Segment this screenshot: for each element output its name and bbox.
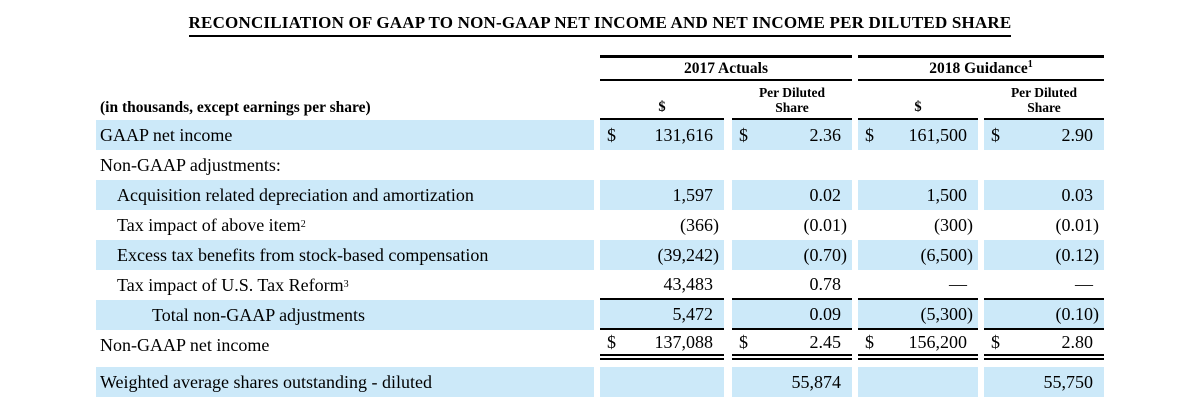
reconciliation-table xyxy=(96,55,1104,397)
cell-value: (0.10) xyxy=(1055,303,1099,324)
row-label: Non-GAAP net income xyxy=(100,334,270,355)
cell-value: (300) xyxy=(934,214,973,235)
value-cell-2017-per-share xyxy=(732,330,852,360)
cell-value: — xyxy=(949,273,967,294)
value-cell-2017-dollar xyxy=(600,150,724,180)
footnote-marker: 1 xyxy=(1027,58,1033,70)
value-cell-2017-per-share xyxy=(732,240,852,270)
currency-symbol: $ xyxy=(607,124,616,145)
table-row xyxy=(96,300,1104,330)
page-title: RECONCILIATION OF GAAP TO NON-GAAP NET INCOME AND NET INCOME PER DILUTED SHARE xyxy=(189,13,1012,37)
row-label-cell xyxy=(96,330,594,360)
cell-value: 131,616 xyxy=(654,124,713,145)
table-row xyxy=(96,210,1104,240)
row-label-cell xyxy=(96,300,594,330)
cell-value: 161,500 xyxy=(908,124,967,145)
row-label: GAAP net income xyxy=(100,124,233,145)
value-cell-2018-per-share xyxy=(984,120,1104,150)
row-spacer xyxy=(96,360,1104,367)
value-cell-2018-per-share xyxy=(984,210,1104,240)
value-cell-2017-dollar xyxy=(600,240,724,270)
value-cell-2018-dollar xyxy=(858,210,978,240)
value-cell-2018-per-share xyxy=(984,240,1104,270)
cell-value: 2.80 xyxy=(1061,331,1093,352)
row-label-cell xyxy=(96,367,594,397)
value-cell-2018-dollar xyxy=(858,180,978,210)
cell-value: 0.09 xyxy=(809,303,841,324)
row-label: Acquisition related depreciation and amortization xyxy=(117,184,474,205)
row-label: Tax impact of U.S. Tax Reform xyxy=(117,274,344,295)
value-cell-2017-dollar xyxy=(600,210,724,240)
cell-value: (0.70) xyxy=(803,244,847,265)
column-header-2018-per-diluted-share: Per Diluted Share xyxy=(984,81,1104,120)
row-label: Total non-GAAP adjustments xyxy=(152,304,366,325)
units-note: (in thousands, except earnings per share) xyxy=(100,99,371,116)
table-row xyxy=(96,120,1104,150)
value-cell-2018-dollar xyxy=(858,270,978,300)
row-label: Non-GAAP adjustments: xyxy=(100,154,281,175)
value-cell-2017-per-share xyxy=(732,300,852,330)
value-cell-2018-per-share xyxy=(984,180,1104,210)
cell-value: 1,500 xyxy=(926,184,967,205)
value-cell-2017-dollar xyxy=(600,180,724,210)
row-label-cell xyxy=(96,180,594,210)
currency-symbol: $ xyxy=(865,124,874,145)
cell-value: 5,472 xyxy=(672,303,713,324)
row-label: Weighted average shares outstanding - diluted xyxy=(100,371,432,392)
column-header-2017-per-diluted-share: Per Diluted Share xyxy=(732,81,852,120)
value-cell-2017-per-share xyxy=(732,120,852,150)
column-group-label: 2018 Guidance xyxy=(929,60,1028,77)
cell-value: 2.90 xyxy=(1061,124,1093,145)
currency-symbol: $ xyxy=(739,331,748,352)
value-cell-2017-dollar xyxy=(600,300,724,330)
table-row xyxy=(96,367,1104,397)
value-cell-2018-per-share xyxy=(984,330,1104,360)
cell-value: 55,874 xyxy=(791,371,841,392)
value-cell-2018-dollar xyxy=(858,300,978,330)
value-cell-2017-per-share xyxy=(732,210,852,240)
value-cell-2018-per-share xyxy=(984,367,1104,397)
column-group-2017-actuals xyxy=(600,55,852,81)
currency-symbol: $ xyxy=(607,331,616,352)
title-row xyxy=(0,0,1200,35)
value-cell-2017-dollar xyxy=(600,367,724,397)
cell-value: 1,597 xyxy=(672,184,713,205)
cell-value: 0.02 xyxy=(809,184,841,205)
value-cell-2018-per-share xyxy=(984,300,1104,330)
cell-value: 2.36 xyxy=(809,124,841,145)
row-label: Tax impact of above item xyxy=(117,214,301,235)
row-label-cell xyxy=(96,120,594,150)
value-cell-2018-dollar xyxy=(858,120,978,150)
table-row xyxy=(96,150,1104,180)
value-cell-2017-per-share xyxy=(732,150,852,180)
value-cell-2017-per-share xyxy=(732,180,852,210)
table-row xyxy=(96,240,1104,270)
value-cell-2017-per-share xyxy=(732,270,852,300)
column-header-2017-dollar: $ xyxy=(600,81,724,120)
row-label: Excess tax benefits from stock-based compensation xyxy=(117,244,489,265)
cell-value: (39,242) xyxy=(657,244,719,265)
value-cell-2017-per-share xyxy=(732,367,852,397)
column-group-2018-guidance xyxy=(858,55,1104,81)
currency-symbol: $ xyxy=(865,331,874,352)
value-cell-2018-dollar xyxy=(858,367,978,397)
row-label-cell xyxy=(96,240,594,270)
cell-value: 0.03 xyxy=(1061,184,1093,205)
column-group-header-row xyxy=(96,55,1104,81)
value-cell-2018-dollar xyxy=(858,240,978,270)
table-row xyxy=(96,330,1104,360)
cell-value: (6,500) xyxy=(920,244,973,265)
value-cell-2017-dollar xyxy=(600,330,724,360)
row-label-cell: Tax impact of U.S. Tax Reform 3 xyxy=(117,274,349,295)
cell-value: 2.45 xyxy=(809,331,841,352)
table-row xyxy=(96,270,1104,300)
cell-value: (5,300) xyxy=(920,303,973,324)
cell-value: (0.01) xyxy=(1055,214,1099,235)
currency-symbol: $ xyxy=(739,124,748,145)
column-group-label: 2017 Actuals xyxy=(684,60,768,77)
sub-header-row xyxy=(96,81,1104,120)
currency-symbol: $ xyxy=(991,331,1000,352)
cell-value: (0.12) xyxy=(1055,244,1099,265)
value-cell-2017-dollar xyxy=(600,270,724,300)
cell-value: 43,483 xyxy=(663,273,713,294)
value-cell-2018-per-share xyxy=(984,270,1104,300)
value-cell-2017-dollar xyxy=(600,120,724,150)
cell-value: 55,750 xyxy=(1043,371,1093,392)
value-cell-2018-dollar xyxy=(858,150,978,180)
table-rows xyxy=(96,120,1104,397)
currency-symbol: $ xyxy=(991,124,1000,145)
table-row xyxy=(96,180,1104,210)
cell-value: — xyxy=(1075,273,1093,294)
column-header-2018-dollar: $ xyxy=(858,81,978,120)
cell-value: 0.78 xyxy=(809,273,841,294)
row-label-cell xyxy=(96,150,594,180)
value-cell-2018-per-share xyxy=(984,150,1104,180)
row-label-cell: Tax impact of above item 2 xyxy=(117,214,306,235)
cell-value: 156,200 xyxy=(908,331,967,352)
cell-value: (0.01) xyxy=(803,214,847,235)
cell-value: (366) xyxy=(680,214,719,235)
cell-value: 137,088 xyxy=(654,331,713,352)
value-cell-2018-dollar xyxy=(858,330,978,360)
